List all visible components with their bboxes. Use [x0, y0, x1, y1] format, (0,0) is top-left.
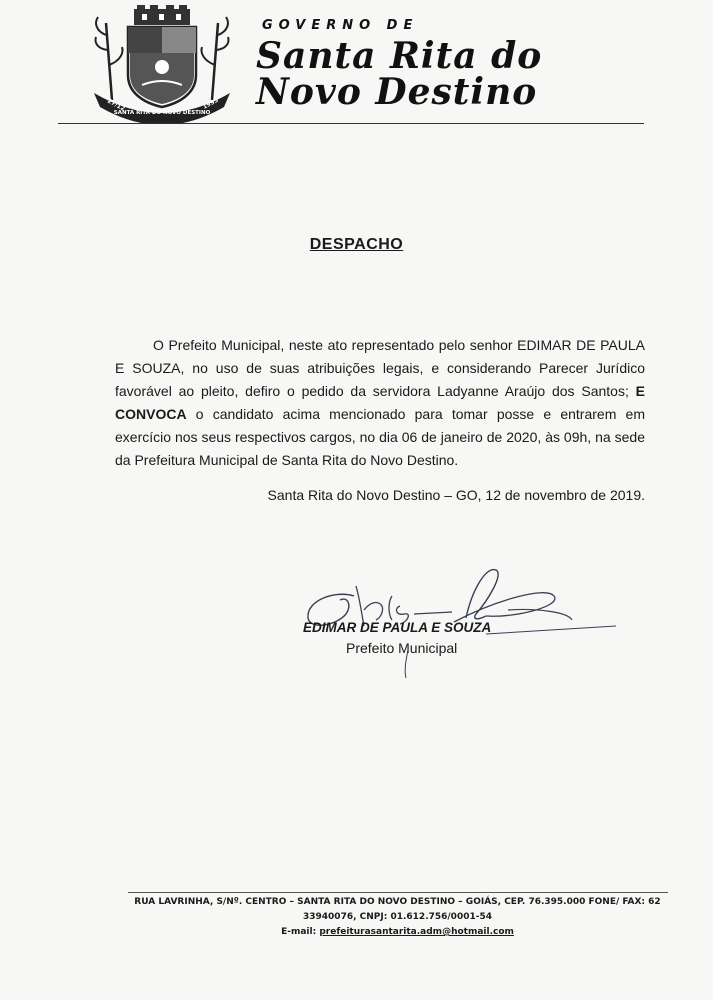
- footer-divider: [128, 892, 668, 893]
- date-line: Santa Rita do Novo Destino – GO, 12 de novembro de 2019.: [267, 487, 645, 503]
- header-divider: [58, 123, 644, 124]
- footer-address: [120, 895, 675, 940]
- document-body: [115, 334, 645, 472]
- body-text-bold: E CONVOCA: [115, 383, 645, 422]
- city-name-line2: Novo Destino: [256, 71, 538, 113]
- signatory-role: Prefeito Municipal: [346, 640, 458, 656]
- footer-email-row: [120, 925, 675, 940]
- crest-date-left: 27/12: [106, 97, 127, 113]
- document-title: DESPACHO: [309, 236, 404, 253]
- city-name-line1: Santa Rita do: [256, 35, 543, 77]
- crest-date-right: 1995: [201, 96, 220, 111]
- footer-line1: RUA LAVRINHA, S/Nº. CENTRO – SANTA RITA DO NOVO DESTINO – GOIÁS, CEP. 76.395.000 FONE/ FAX: 62: [134, 897, 661, 907]
- footer-email-label: E-mail:: [281, 927, 317, 937]
- government-label: GOVERNO DE: [262, 18, 419, 33]
- footer-line2: 33940076, CNPJ: 01.612.756/0001-54: [303, 912, 492, 922]
- body-text-part2: o candidato acima mencionado para tomar posse e entrarem em exercício nos seus respectivos cargos, no dia 06 de janeiro de 2020, às 09h, na sede da Prefeitura Municipal de Santa Rita do Novo Destino.: [115, 406, 646, 468]
- footer-email-link[interactable]: prefeiturasantarita.adm@hotmail.com: [319, 927, 514, 937]
- body-text-part1: O Prefeito Municipal, neste ato representado pelo senhor EDIMAR DE PAULA E SOUZA, no uso de suas atribuições legais, e considerando Parecer Jurídico favorável ao pleito, defiro o pedido da servidora Ladyanne Araújo dos Santos;: [115, 337, 645, 399]
- signatory-name: EDIMAR DE PAULA E SOUZA: [303, 620, 492, 635]
- municipal-crest-logo: [92, 5, 232, 123]
- crest-banner-text: SANTA RITA DO NOVO DESTINO: [113, 110, 211, 116]
